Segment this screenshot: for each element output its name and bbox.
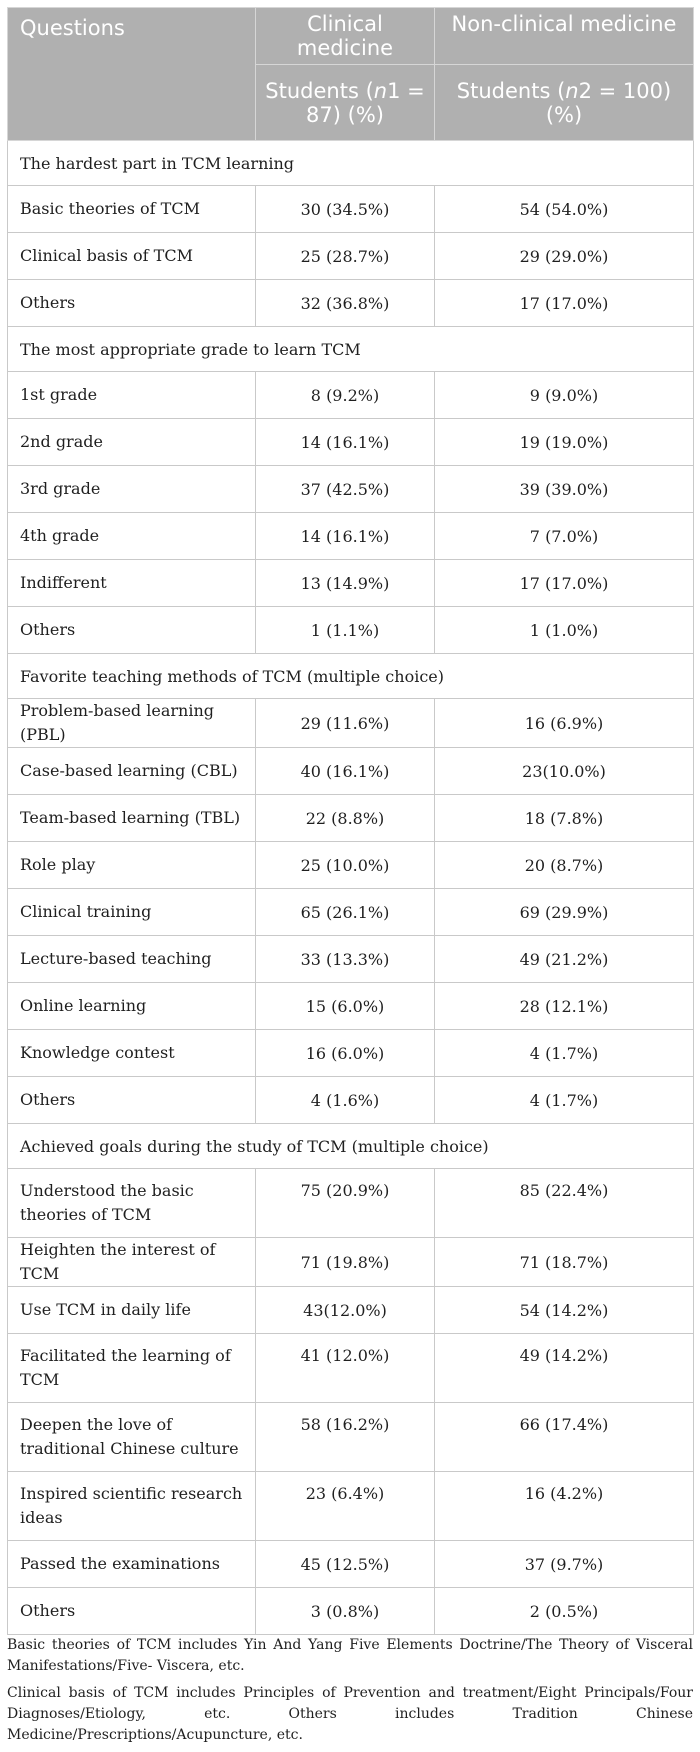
nonclinical-value: 29 (29.0%): [435, 233, 694, 280]
clinical-value: 25 (28.7%): [256, 233, 435, 280]
row-label: Others: [8, 1077, 256, 1124]
header-questions: Questions: [8, 8, 256, 141]
clinical-value: 16 (6.0%): [256, 1030, 435, 1077]
section-title: The hardest part in TCM learning: [8, 141, 694, 186]
nonclinical-value: 2 (0.5%): [435, 1588, 694, 1635]
clinical-value: 30 (34.5%): [256, 186, 435, 233]
nonclinical-value: 39 (39.0%): [435, 466, 694, 513]
row-label: Role play: [8, 842, 256, 889]
table-row: [8, 280, 694, 327]
table-row: [8, 1238, 694, 1287]
table-row: [8, 233, 694, 280]
header-clinical: Clinical medicine: [256, 8, 435, 65]
table-row: [8, 1334, 694, 1403]
table-row: [8, 186, 694, 233]
clinical-value: 58 (16.2%): [256, 1403, 435, 1472]
table-row: [8, 889, 694, 936]
row-label: Clinical training: [8, 889, 256, 936]
table-row: [8, 842, 694, 889]
row-label: Lecture-based teaching: [8, 936, 256, 983]
footnote-clinical-basis: Clinical basis of TCM includes Principles of Prevention and treatment/Eight Principals/Four Diagnoses/Etiology, etc. Others includes Tradition Chinese Medicine/Prescriptions/Acupuncture, etc.: [7, 1685, 693, 1743]
table-row: [8, 1077, 694, 1124]
clinical-value: 75 (20.9%): [256, 1169, 435, 1238]
table-row: [8, 419, 694, 466]
table-row: [8, 607, 694, 654]
row-label: Clinical basis of TCM: [8, 233, 256, 280]
clinical-value: 13 (14.9%): [256, 560, 435, 607]
nonclinical-value: 18 (7.8%): [435, 795, 694, 842]
nonclinical-value: 54 (14.2%): [435, 1287, 694, 1334]
section-title: The most appropriate grade to learn TCM: [8, 327, 694, 372]
clinical-value: 40 (16.1%): [256, 748, 435, 795]
nonclinical-value: 7 (7.0%): [435, 513, 694, 560]
table-row: [8, 513, 694, 560]
nonclinical-value: 49 (21.2%): [435, 936, 694, 983]
clinical-value: 1 (1.1%): [256, 607, 435, 654]
section-title: Achieved goals during the study of TCM (multiple choice): [8, 1124, 694, 1169]
clinical-value: 14 (16.1%): [256, 419, 435, 466]
header-nonclinical-sub: Students (n2 = 100) (%): [435, 65, 694, 141]
nonclinical-value: 9 (9.0%): [435, 372, 694, 419]
table-row: [8, 1588, 694, 1635]
clinical-value: 8 (9.2%): [256, 372, 435, 419]
table-row: [8, 936, 694, 983]
row-label: Basic theories of TCM: [8, 186, 256, 233]
nonclinical-value: 69 (29.9%): [435, 889, 694, 936]
nonclinical-value: 54 (54.0%): [435, 186, 694, 233]
header-nonclinical: Non-clinical medicine: [435, 8, 694, 65]
table-row: [8, 983, 694, 1030]
clinical-value: 37 (42.5%): [256, 466, 435, 513]
row-label: Others: [8, 280, 256, 327]
section-row: [8, 327, 694, 372]
header-row: [8, 8, 694, 65]
clinical-value: 45 (12.5%): [256, 1541, 435, 1588]
table-row: [8, 372, 694, 419]
row-label: Team-based learning (TBL): [8, 795, 256, 842]
nonclinical-value: 85 (22.4%): [435, 1169, 694, 1238]
table-row: [8, 699, 694, 748]
row-label: Others: [8, 1588, 256, 1635]
row-label: Case-based learning (CBL): [8, 748, 256, 795]
nonclinical-value: 49 (14.2%): [435, 1334, 694, 1403]
table-row: [8, 466, 694, 513]
clinical-value: 65 (26.1%): [256, 889, 435, 936]
nonclinical-value: 16 (6.9%): [435, 699, 694, 748]
nonclinical-value: 4 (1.7%): [435, 1077, 694, 1124]
section-row: [8, 1124, 694, 1169]
row-label: Facilitated the learning of TCM: [8, 1334, 256, 1403]
row-label: 2nd grade: [8, 419, 256, 466]
nonclinical-value: 66 (17.4%): [435, 1403, 694, 1472]
row-label: Heighten the interest of TCM: [8, 1238, 256, 1287]
row-label: Problem-based learning (PBL): [8, 699, 256, 748]
row-label: Inspired scientific research ideas: [8, 1472, 256, 1541]
row-label: Indifferent: [8, 560, 256, 607]
section-row: [8, 141, 694, 186]
clinical-value: 23 (6.4%): [256, 1472, 435, 1541]
row-label: Use TCM in daily life: [8, 1287, 256, 1334]
clinical-value: 15 (6.0%): [256, 983, 435, 1030]
clinical-value: 71 (19.8%): [256, 1238, 435, 1287]
table-row: [8, 1403, 694, 1472]
clinical-value: 14 (16.1%): [256, 513, 435, 560]
table-row: [8, 1541, 694, 1588]
footnotes: [7, 1635, 693, 1752]
row-label: 3rd grade: [8, 466, 256, 513]
clinical-value: 29 (11.6%): [256, 699, 435, 748]
row-label: Deepen the love of traditional Chinese culture: [8, 1403, 256, 1472]
section-row: [8, 654, 694, 699]
nonclinical-value: 20 (8.7%): [435, 842, 694, 889]
nonclinical-value: 19 (19.0%): [435, 419, 694, 466]
nonclinical-value: 71 (18.7%): [435, 1238, 694, 1287]
table-row: [8, 1472, 694, 1541]
clinical-value: 33 (13.3%): [256, 936, 435, 983]
clinical-value: 32 (36.8%): [256, 280, 435, 327]
row-label: 1st grade: [8, 372, 256, 419]
row-label: Understood the basic theories of TCM: [8, 1169, 256, 1238]
table-row: [8, 748, 694, 795]
row-label: Passed the examinations: [8, 1541, 256, 1588]
section-title: Favorite teaching methods of TCM (multiple choice): [8, 654, 694, 699]
row-label: Knowledge contest: [8, 1030, 256, 1077]
nonclinical-value: 16 (4.2%): [435, 1472, 694, 1541]
row-label: Others: [8, 607, 256, 654]
nonclinical-value: 28 (12.1%): [435, 983, 694, 1030]
nonclinical-value: 23(10.0%): [435, 748, 694, 795]
nonclinical-value: 1 (1.0%): [435, 607, 694, 654]
header-clinical-sub: Students (n1 = 87) (%): [256, 65, 435, 141]
table-row: [8, 795, 694, 842]
footnote-basic-theories: Basic theories of TCM includes Yin And Yang Five Elements Doctrine/The Theory of Visceral Manifestations/Five- Viscera, etc.: [7, 1637, 693, 1674]
nonclinical-value: 17 (17.0%): [435, 280, 694, 327]
nonclinical-value: 4 (1.7%): [435, 1030, 694, 1077]
nonclinical-value: 37 (9.7%): [435, 1541, 694, 1588]
clinical-value: 4 (1.6%): [256, 1077, 435, 1124]
clinical-value: 22 (8.8%): [256, 795, 435, 842]
clinical-value: 41 (12.0%): [256, 1334, 435, 1403]
clinical-value: 43(12.0%): [256, 1287, 435, 1334]
row-label: 4th grade: [8, 513, 256, 560]
table-row: [8, 560, 694, 607]
clinical-value: 3 (0.8%): [256, 1588, 435, 1635]
table-row: [8, 1169, 694, 1238]
clinical-value: 25 (10.0%): [256, 842, 435, 889]
row-label: Online learning: [8, 983, 256, 1030]
survey-table: [7, 7, 694, 1635]
nonclinical-value: 17 (17.0%): [435, 560, 694, 607]
table-row: [8, 1287, 694, 1334]
table-row: [8, 1030, 694, 1077]
